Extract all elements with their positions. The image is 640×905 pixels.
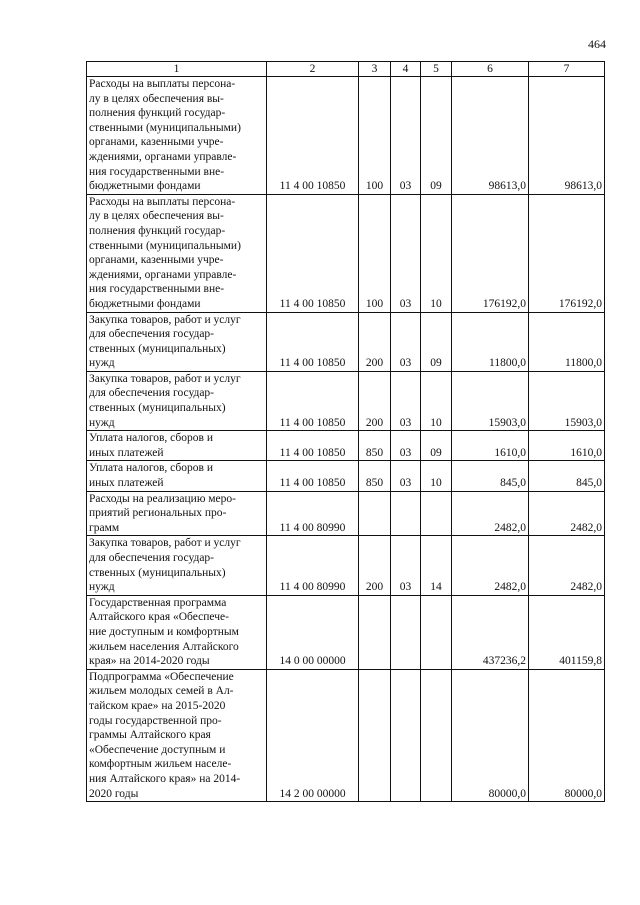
budget-table [86,61,605,802]
subsection-code [421,669,452,801]
amount-year-2: 401159,8 [529,595,605,669]
description-line: нужд [89,416,115,429]
description-line: Расходы на реализацию меро- [89,492,236,505]
description-line: нужд [89,357,115,370]
expense-type-code: 100 [359,77,391,195]
row-description [87,536,267,595]
table-row [87,536,605,595]
description-line: нужд [89,581,115,594]
description-line: для обеспечения государ- [89,328,215,341]
row-description [87,312,267,371]
target-article-code: 11 4 00 10850 [267,431,359,461]
subsection-code: 10 [421,461,452,491]
section-code: 03 [391,194,421,312]
description-line: бюджетными фондами [89,297,201,310]
expense-type-code: 100 [359,194,391,312]
target-article-code: 11 4 00 10850 [267,371,359,430]
amount-year-2: 845,0 [529,461,605,491]
description-line: ния государственными вне- [89,283,225,296]
description-line: Уплата налогов, сборов и [89,432,213,445]
amount-year-1: 15903,0 [452,371,529,430]
row-description [87,491,267,536]
target-article-code: 11 4 00 10850 [267,312,359,371]
column-header: 3 [359,62,391,77]
amount-year-1: 80000,0 [452,669,529,801]
row-description [87,461,267,491]
subsection-code [421,491,452,536]
amount-year-1: 845,0 [452,461,529,491]
description-line: Государственная программа [89,596,227,609]
section-code: 03 [391,371,421,430]
description-line: ственными (муниципальными) [89,239,241,252]
amount-year-2: 176192,0 [529,194,605,312]
expense-type-code: 200 [359,312,391,371]
description-line: ственными (муниципальными) [89,121,241,134]
table-row [87,461,605,491]
column-header: 7 [529,62,605,77]
description-line: Алтайского края «Обеспече- [89,611,229,624]
amount-year-1: 11800,0 [452,312,529,371]
description-line: ния государственными вне- [89,165,225,178]
row-description [87,194,267,312]
description-line: Закупка товаров, работ и услуг [89,537,241,550]
description-line: ственных (муниципальных) [89,402,226,415]
description-line: иных платежей [89,446,164,459]
section-code: 03 [391,77,421,195]
section-code: 03 [391,431,421,461]
description-line: ждениями, органами управле- [89,268,237,281]
description-line: бюджетными фондами [89,180,201,193]
description-line: ния Алтайского края» на 2014- [89,772,241,785]
expense-type-code: 850 [359,461,391,491]
section-code: 03 [391,536,421,595]
amount-year-1: 98613,0 [452,77,529,195]
amount-year-2: 80000,0 [529,669,605,801]
row-description [87,431,267,461]
amount-year-2: 11800,0 [529,312,605,371]
description-line: ственных (муниципальных) [89,342,226,355]
description-line: Расходы на выплаты персона- [89,78,236,90]
table-row [87,371,605,430]
subsection-code: 10 [421,194,452,312]
amount-year-1: 176192,0 [452,194,529,312]
description-line: полнения функций государ- [89,107,226,120]
description-line: Подпрограмма «Обеспечение [89,670,234,683]
expense-type-code [359,669,391,801]
table-header-row [87,62,605,77]
description-line: ственных (муниципальных) [89,566,226,579]
target-article-code: 11 4 00 80990 [267,491,359,536]
description-line: для обеспечения государ- [89,387,215,400]
row-description [87,371,267,430]
amount-year-1: 437236,2 [452,595,529,669]
amount-year-2: 15903,0 [529,371,605,430]
amount-year-1: 1610,0 [452,431,529,461]
table-row [87,77,605,195]
target-article-code: 11 4 00 10850 [267,77,359,195]
description-line: края» на 2014-2020 годы [89,655,210,668]
description-line: ние доступным и комфортным [89,625,239,638]
subsection-code: 14 [421,536,452,595]
column-header: 5 [421,62,452,77]
section-code [391,595,421,669]
description-line: Расходы на выплаты персона- [89,195,236,208]
subsection-code: 09 [421,77,452,195]
description-line: лу в целях обеспечения вы- [89,92,224,105]
description-line: органами, казенными учре- [89,254,224,267]
section-code: 03 [391,461,421,491]
table-row [87,194,605,312]
description-line: Уплата налогов, сборов и [89,462,213,475]
page-number: 464 [588,37,606,51]
subsection-code: 09 [421,431,452,461]
target-article-code: 11 4 00 10850 [267,461,359,491]
target-article-code: 11 4 00 80990 [267,536,359,595]
target-article-code: 11 4 00 10850 [267,194,359,312]
description-line: ждениями, органами управле- [89,150,237,163]
column-header: 4 [391,62,421,77]
description-line: грамм [89,521,120,534]
description-line: годы государственной про- [89,714,222,727]
table-row [87,595,605,669]
amount-year-1: 2482,0 [452,536,529,595]
table-row [87,491,605,536]
amount-year-1: 2482,0 [452,491,529,536]
column-header: 2 [267,62,359,77]
description-line: Закупка товаров, работ и услуг [89,313,241,326]
amount-year-2: 98613,0 [529,77,605,195]
row-description [87,595,267,669]
description-line: тайском крае» на 2015-2020 [89,699,226,712]
row-description [87,77,267,195]
expense-type-code [359,595,391,669]
target-article-code: 14 0 00 00000 [267,595,359,669]
subsection-code: 10 [421,371,452,430]
subsection-code: 09 [421,312,452,371]
description-line: лу в целях обеспечения вы- [89,210,224,223]
section-code: 03 [391,312,421,371]
amount-year-2: 1610,0 [529,431,605,461]
description-line: жильем молодых семей в Ал- [89,685,234,698]
subsection-code [421,595,452,669]
description-line: органами, казенными учре- [89,136,224,149]
section-code [391,669,421,801]
description-line: жильем населения Алтайского [89,640,239,653]
description-line: для обеспечения государ- [89,552,215,564]
expense-type-code: 200 [359,371,391,430]
description-line: приятий региональных про- [89,507,227,520]
description-line: комфортным жильем населе- [89,758,232,771]
expense-type-code: 200 [359,536,391,595]
description-line: 2020 годы [89,787,139,800]
table-row [87,312,605,371]
description-line: граммы Алтайского края [89,729,211,742]
column-header: 6 [452,62,529,77]
table-row [87,431,605,461]
description-line: «Обеспечение доступным и [89,743,226,756]
amount-year-2: 2482,0 [529,491,605,536]
section-code [391,491,421,536]
row-description [87,669,267,801]
expense-type-code: 850 [359,431,391,461]
expense-type-code [359,491,391,536]
column-header: 1 [87,62,267,77]
target-article-code: 14 2 00 00000 [267,669,359,801]
description-line: полнения функций государ- [89,224,226,237]
amount-year-2: 2482,0 [529,536,605,595]
description-line: Закупка товаров, работ и услуг [89,372,241,385]
table-row [87,669,605,801]
description-line: иных платежей [89,477,164,490]
